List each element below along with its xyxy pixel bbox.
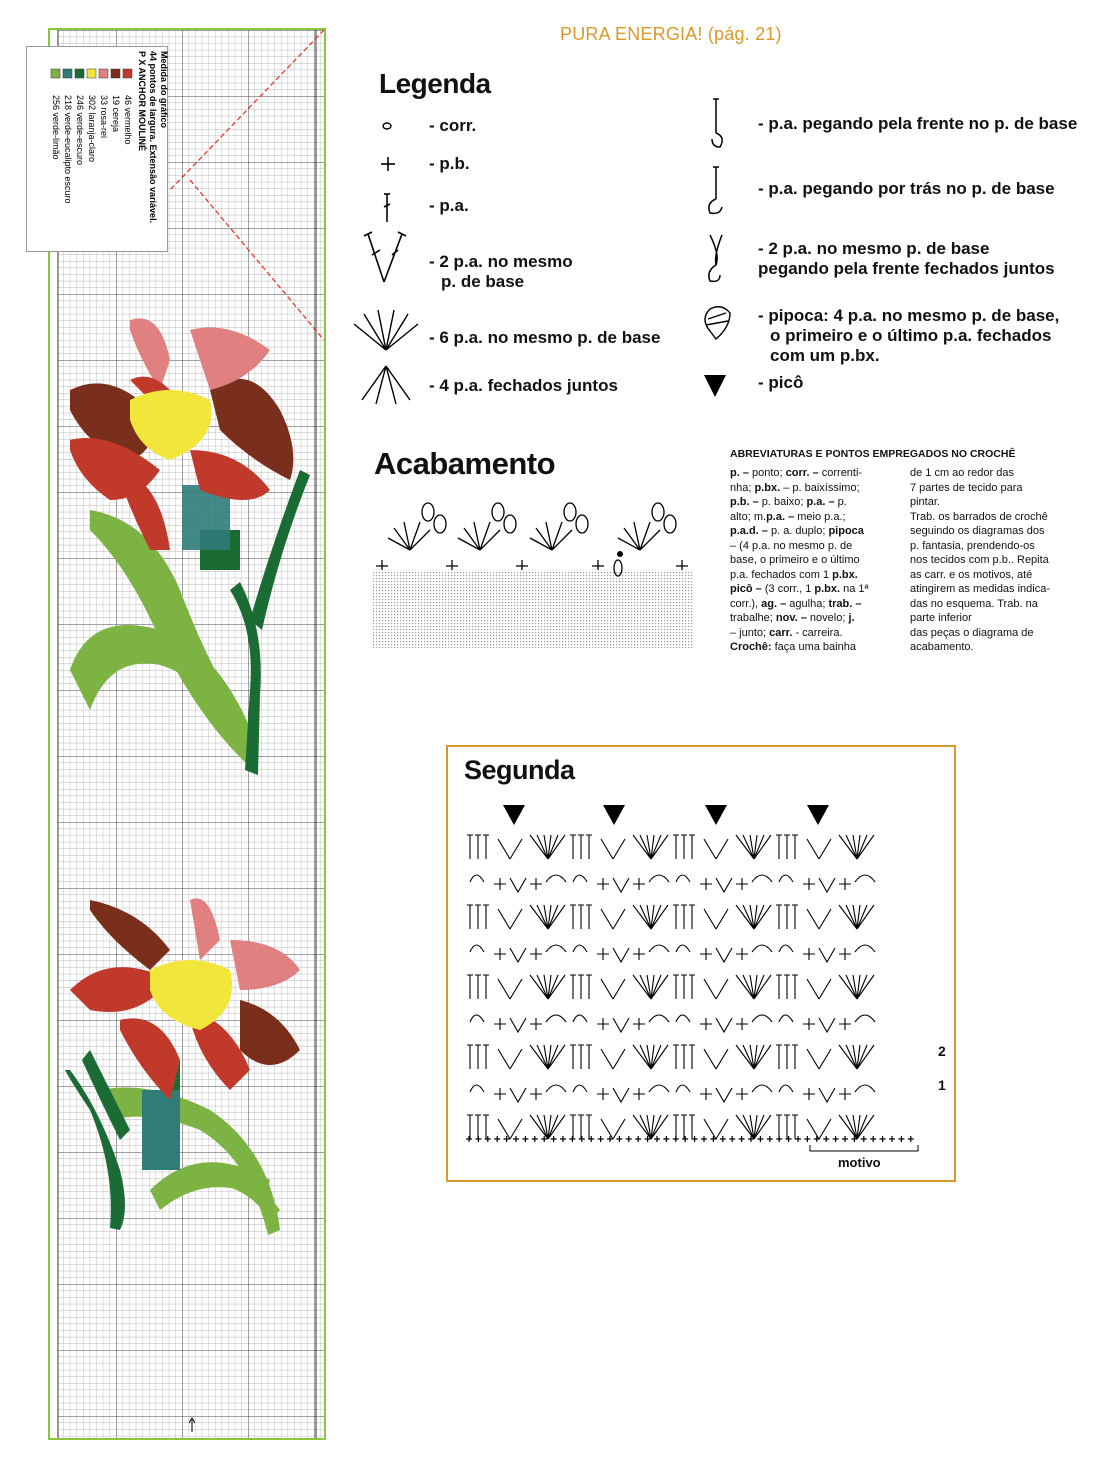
motivo-label: motivo xyxy=(838,1155,881,1170)
fan-row-motif xyxy=(673,835,771,859)
legend-2pa: - 2 p.a. no mesmo xyxy=(429,252,573,271)
acabamento-fan-3 xyxy=(530,503,588,550)
color-swatch xyxy=(123,69,132,78)
fan-row-motif xyxy=(776,1115,874,1139)
fan-row-motif xyxy=(570,1045,668,1069)
color-swatch xyxy=(87,69,96,78)
chain-symbol-icon xyxy=(383,123,391,129)
abbr-line: trabalhe; nov. – novelo; j. xyxy=(730,612,855,624)
fan-row-motif xyxy=(467,975,565,999)
six-dc-fan-icon xyxy=(354,310,418,350)
color-swatch xyxy=(63,69,72,78)
abbr-line: p.b. – p. baixo; p.a. – p. xyxy=(730,496,847,508)
color-swatch xyxy=(111,69,120,78)
fan-row-motif xyxy=(776,905,874,929)
row-label-2: 2 xyxy=(938,1043,946,1059)
legend-fp-pa: - p.a. pegando pela frente no p. de base xyxy=(758,114,1078,133)
color-key-row: 218 verde-eucalipto escuro xyxy=(63,95,73,204)
abbr-line: – junto; carr. - carreira. xyxy=(730,626,843,639)
legend-right-symbols xyxy=(690,95,750,405)
abbr-line: nha; p.bx. – p. baixíssimo; xyxy=(730,481,860,494)
legend-2fp-pa: - 2 p.a. no mesmo p. de base xyxy=(758,239,990,258)
fan-row-motif xyxy=(570,1115,668,1139)
abbr-line: parte inferior xyxy=(910,612,972,624)
color-swatch xyxy=(51,69,60,78)
legend-pipoca: - pipoca: 4 p.a. no mesmo p. de base, xyxy=(758,306,1060,325)
chain-row-motif xyxy=(470,1085,566,1102)
fan-row-motif xyxy=(776,1045,874,1069)
fan-row-motif xyxy=(467,905,565,929)
legend-pa: - p.a. xyxy=(429,196,469,215)
chain-row-motif xyxy=(779,1085,875,1102)
abbreviations-title: ABREVIATURAS E PONTOS EMPREGADOS NO CROCHÊ xyxy=(730,448,1016,460)
abbreviations-col1 xyxy=(730,466,910,655)
chain-row-motif xyxy=(779,945,875,962)
color-key-title: Medida do gráfico xyxy=(159,51,169,129)
legend-pipoca-cont: o primeiro e o último p.a. fechados xyxy=(770,326,1052,345)
fan-row-motif xyxy=(776,835,874,859)
fan-row-motif xyxy=(673,975,771,999)
picot-triangle-icon xyxy=(807,805,829,825)
abbr-line: as carr. e os motivos, até xyxy=(910,568,1033,581)
abbr-line: Trab. os barrados de crochê xyxy=(910,510,1048,523)
back-post-dc-icon xyxy=(709,167,722,213)
fan-row-motif xyxy=(776,975,874,999)
chain-row-motif xyxy=(470,1015,566,1032)
abbr-line: de 1 cm ao redor das xyxy=(910,467,1014,479)
fan-row-motif xyxy=(673,1115,771,1139)
segunda-diagram xyxy=(448,747,954,1180)
abbr-line: – (4 p.a. no mesmo p. de xyxy=(730,539,853,552)
abbr-line: corr.), ag. – agulha; trab. – xyxy=(730,597,862,610)
segunda-title: Segunda xyxy=(464,755,575,785)
acabamento-fan-4 xyxy=(618,503,676,550)
legend-left-symbols xyxy=(350,110,430,410)
legend-pico: - picô xyxy=(758,373,804,392)
fan-row-motif xyxy=(467,835,565,859)
chain-row-motif xyxy=(470,875,566,892)
legend-4pa: - 4 p.a. fechados juntos xyxy=(429,376,618,395)
legend-pb: - p.b. xyxy=(429,154,470,173)
page-header-title: PURA ENERGIA! (pág. 21) xyxy=(560,24,782,44)
legend-pipoca-cont2: com um p.bx. xyxy=(770,346,880,365)
front-post-dc-icon xyxy=(712,99,722,147)
abbr-line: p. – ponto; corr. – correnti- xyxy=(730,467,863,479)
color-key-panel xyxy=(26,46,168,252)
color-key-row: 19 cereja xyxy=(111,95,121,133)
chain-row-motif xyxy=(779,875,875,892)
fan-row-motif xyxy=(467,1045,565,1069)
abbr-line: seguindo os diagramas dos xyxy=(910,525,1045,537)
legend-bp-pa: - p.a. pegando por trás no p. de base xyxy=(758,179,1055,198)
color-key-row: 256 verde-limão xyxy=(51,95,61,160)
two-dc-same-base-icon xyxy=(364,232,406,282)
abbr-line: alto; m.p.a. – meio p.a.; xyxy=(730,510,846,523)
color-swatch xyxy=(99,69,108,78)
chain-row-motif xyxy=(676,875,772,892)
acabamento-diagram xyxy=(370,500,700,650)
color-swatch xyxy=(75,69,84,78)
single-crochet-symbol-icon xyxy=(381,157,395,171)
double-crochet-symbol-icon xyxy=(384,194,390,222)
abbr-line: 7 partes de tecido para xyxy=(910,481,1023,494)
legend-corr: - corr. xyxy=(429,116,477,135)
picot-triangle-icon xyxy=(704,375,726,397)
fan-row-motif xyxy=(570,835,668,859)
color-key-row: 33 rosa-rei xyxy=(99,95,109,139)
chain-row-motif xyxy=(779,1015,875,1032)
fan-row-motif xyxy=(570,905,668,929)
fan-row-motif xyxy=(570,975,668,999)
abbr-line: das no esquema. Trab. na xyxy=(910,597,1038,610)
chain-row-motif xyxy=(573,945,669,962)
abbr-line: atingirem as medidas indica- xyxy=(910,583,1051,595)
abbr-line: p.a. fechados com 1 p.bx. xyxy=(730,568,858,581)
abbr-line: pintar. xyxy=(910,496,940,508)
motivo-bracket xyxy=(810,1145,918,1151)
picot-triangle-icon xyxy=(705,805,727,825)
acabamento-fan-1 xyxy=(388,503,446,550)
chain-row-motif xyxy=(573,875,669,892)
acabamento-fan-2 xyxy=(458,503,516,550)
legend-6pa: - 6 p.a. no mesmo p. de base xyxy=(429,328,661,347)
fan-row-motif xyxy=(673,905,771,929)
abbr-line: p.a.d. – p. a. duplo; pipoca xyxy=(730,525,864,537)
chain-row-motif xyxy=(470,945,566,962)
fan-row-motif xyxy=(673,1045,771,1069)
abbr-line: base, o primeiro e o último xyxy=(730,554,860,566)
picot-triangle-icon xyxy=(503,805,525,825)
single-crochet-base-row xyxy=(466,1136,914,1142)
color-key-subtitle: 44 pontos de largura. Extensão variável. xyxy=(148,51,158,224)
abbr-line: picô – (3 corr., 1 p.bx. na 1ª xyxy=(730,583,869,595)
color-key-row: 302 laranja-claro xyxy=(87,95,97,163)
color-key-row: 246 verde-escuro xyxy=(75,95,85,166)
color-key-rotated xyxy=(27,47,167,251)
chain-row-motif xyxy=(676,945,772,962)
abbr-line: acabamento. xyxy=(910,641,974,653)
chain-row-motif xyxy=(676,1015,772,1032)
legend-2fp-pa-cont: pegando pela frente fechados juntos xyxy=(758,259,1055,278)
legend-2pa-cont: p. de base xyxy=(441,272,525,291)
two-fpdc-together-icon xyxy=(709,235,722,281)
fan-row-motif xyxy=(467,1115,565,1139)
segunda-panel xyxy=(446,745,956,1182)
abbr-line: das peças o diagrama de xyxy=(910,626,1034,639)
popcorn-icon xyxy=(705,307,730,339)
color-key-row: 46 vermelho xyxy=(123,95,133,145)
abbreviations-col2 xyxy=(910,466,1096,655)
color-key-header: P X ANCHOR MOULINÉ xyxy=(137,51,147,152)
chain-row-motif xyxy=(676,1085,772,1102)
picot-triangle-icon xyxy=(603,805,625,825)
abbr-line: Crochê: faça uma bainha xyxy=(730,641,856,653)
abbr-line: nos tecidos com p.b.. Repita xyxy=(910,554,1049,566)
legend-title: Legenda xyxy=(379,68,491,99)
chain-row-motif xyxy=(573,1015,669,1032)
acabamento-title: Acabamento xyxy=(374,446,556,481)
chain-row-motif xyxy=(573,1085,669,1102)
row-label-1: 1 xyxy=(938,1077,946,1093)
four-dc-cluster-icon xyxy=(362,366,410,404)
abbr-line: p. fantasia, prendendo-os xyxy=(910,539,1035,552)
